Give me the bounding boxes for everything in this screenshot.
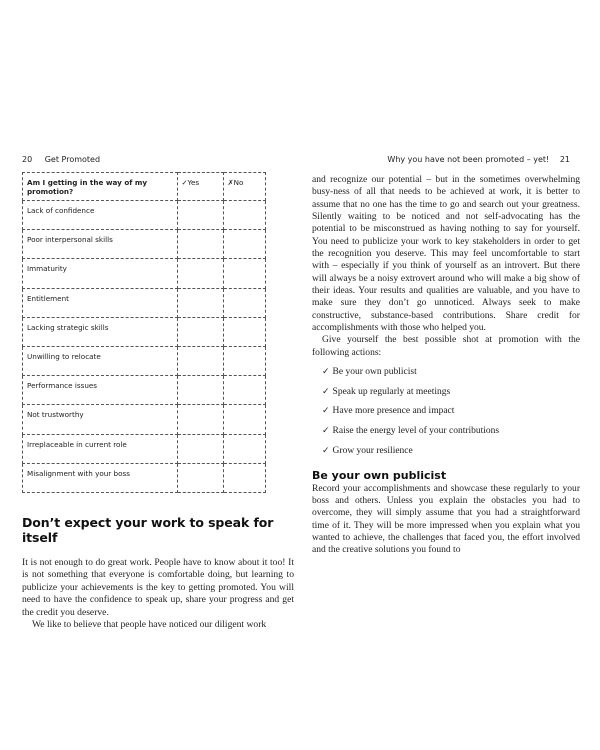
row-label: Immaturity: [23, 259, 178, 288]
yes-checkbox-cell[interactable]: [177, 259, 223, 288]
right-chapter-title: Why you have not been promoted – yet!: [387, 155, 550, 164]
yes-checkbox-cell[interactable]: [177, 346, 223, 375]
section-heading: Don’t expect your work to speak for itself: [22, 514, 274, 545]
action-label: Be your own publicist: [332, 367, 417, 378]
no-checkbox-cell[interactable]: [223, 230, 265, 259]
left-paragraph-2: We like to believe that people have noticed our diligent work: [32, 618, 267, 630]
table-row: [23, 288, 266, 317]
right-paragraph-1: and recognize our potential – but in the sometimes overwhelming busy-ness of all that needs to be achieved at work, it is better to assume that no one has the time to go and search out your greatness. Silently waiting to be noticed and not self-advocating has the potential to be misconstrued as having nothing to say for yourself. You need to publicize your work to key stakeholders in order to get the recognition you deserve. This may feel uncomfortable to start with – especially if you think of yourself as an introvert. But there will always be a noisy extrovert around who will make a big show of their ideas. Your results and qualities are valuable, and you have to make sure they don’t go unnoticed. Always seek to make constructive, substance-based contributions. Share credit for accomplishments with those who helped you.: [312, 174, 580, 334]
table-row: [23, 405, 266, 434]
row-label: Lack of confidence: [23, 201, 178, 230]
table-header-yes: ✓Yes: [177, 173, 223, 201]
table-header-row: [23, 173, 266, 201]
checkmark-icon: ✓: [322, 424, 330, 435]
table-row: [23, 463, 266, 492]
no-checkbox-cell[interactable]: [223, 201, 265, 230]
promotion-checklist-table: [22, 172, 266, 493]
checkmark-icon: ✓: [322, 444, 330, 455]
row-label: Performance issues: [23, 376, 178, 405]
row-label: Irreplaceable in current role: [23, 434, 178, 463]
right-running-head: [387, 155, 570, 164]
row-label: Unwilling to relocate: [23, 346, 178, 375]
row-label: Entitlement: [23, 288, 178, 317]
table-header-no: ✗No: [223, 173, 265, 201]
row-label: Misalignment with your boss: [23, 463, 178, 492]
yes-checkbox-cell[interactable]: [177, 288, 223, 317]
yes-checkbox-cell[interactable]: [177, 230, 223, 259]
list-item: [322, 365, 580, 378]
no-checkbox-cell[interactable]: [223, 405, 265, 434]
left-page-number: 20: [22, 155, 33, 164]
table-row: [23, 434, 266, 463]
checkmark-icon: ✓: [322, 405, 330, 416]
right-page-number: 21: [559, 155, 570, 164]
action-label: Raise the energy level of your contributions: [332, 425, 500, 436]
no-checkbox-cell[interactable]: [223, 259, 265, 288]
list-item: [322, 385, 580, 398]
list-item: [322, 444, 580, 457]
no-checkbox-cell[interactable]: [223, 288, 265, 317]
table-row: [23, 346, 266, 375]
yes-checkbox-cell[interactable]: [177, 405, 223, 434]
checkmark-icon: ✓: [322, 385, 330, 396]
table-row: [23, 201, 266, 230]
right-paragraph-2: Give yourself the best possible shot at promotion with the following actions:: [312, 334, 580, 358]
yes-checkbox-cell[interactable]: [177, 376, 223, 405]
row-label: Poor interpersonal skills: [23, 230, 178, 259]
no-checkbox-cell[interactable]: [223, 346, 265, 375]
list-item: [322, 404, 580, 417]
action-label: Speak up regularly at meetings: [332, 386, 451, 397]
right-paragraph-3: Record your accomplishments and showcase these regularly to your boss and others. Unless you explain the obstacles you had to overcome, they will simply assume that you had a straightforward time of it. They will be more impressed when you explain what you wanted to achieve, the challenges that faced you, the effort involved and the creative solutions you found to: [312, 482, 580, 556]
action-list: [312, 365, 580, 456]
no-checkbox-cell[interactable]: [223, 376, 265, 405]
no-checkbox-cell[interactable]: [223, 434, 265, 463]
table-row: [23, 230, 266, 259]
table-row: [23, 259, 266, 288]
left-paragraph-1: It is not enough to do great work. People have to know about it too! It is not something that everyone is comfortable doing, but learning to publicize your achievements is the key to getting promoted. You will need to have the confidence to speak up, share your progress and get the credit you deserve.: [22, 556, 294, 618]
action-label: Grow your resilience: [332, 445, 413, 456]
list-item: [322, 424, 580, 437]
row-label: Not trustworthy: [23, 405, 178, 434]
left-book-title: Get Promoted: [44, 155, 101, 164]
yes-checkbox-cell[interactable]: [177, 434, 223, 463]
table-header-question: Am I getting in the way of my promotion?: [23, 173, 178, 201]
no-checkbox-cell[interactable]: [223, 463, 265, 492]
table-row: [23, 376, 266, 405]
subsection-heading: Be your own publicist: [312, 468, 447, 482]
yes-checkbox-cell[interactable]: [177, 201, 223, 230]
left-page: [22, 172, 294, 631]
yes-checkbox-cell[interactable]: [177, 317, 223, 346]
right-page: [312, 174, 580, 557]
action-label: Have more presence and impact: [332, 406, 455, 417]
row-label: Lacking strategic skills: [23, 317, 178, 346]
left-running-head: [22, 155, 100, 164]
checkmark-icon: ✓: [322, 366, 330, 377]
yes-checkbox-cell[interactable]: [177, 463, 223, 492]
no-checkbox-cell[interactable]: [223, 317, 265, 346]
table-row: [23, 317, 266, 346]
